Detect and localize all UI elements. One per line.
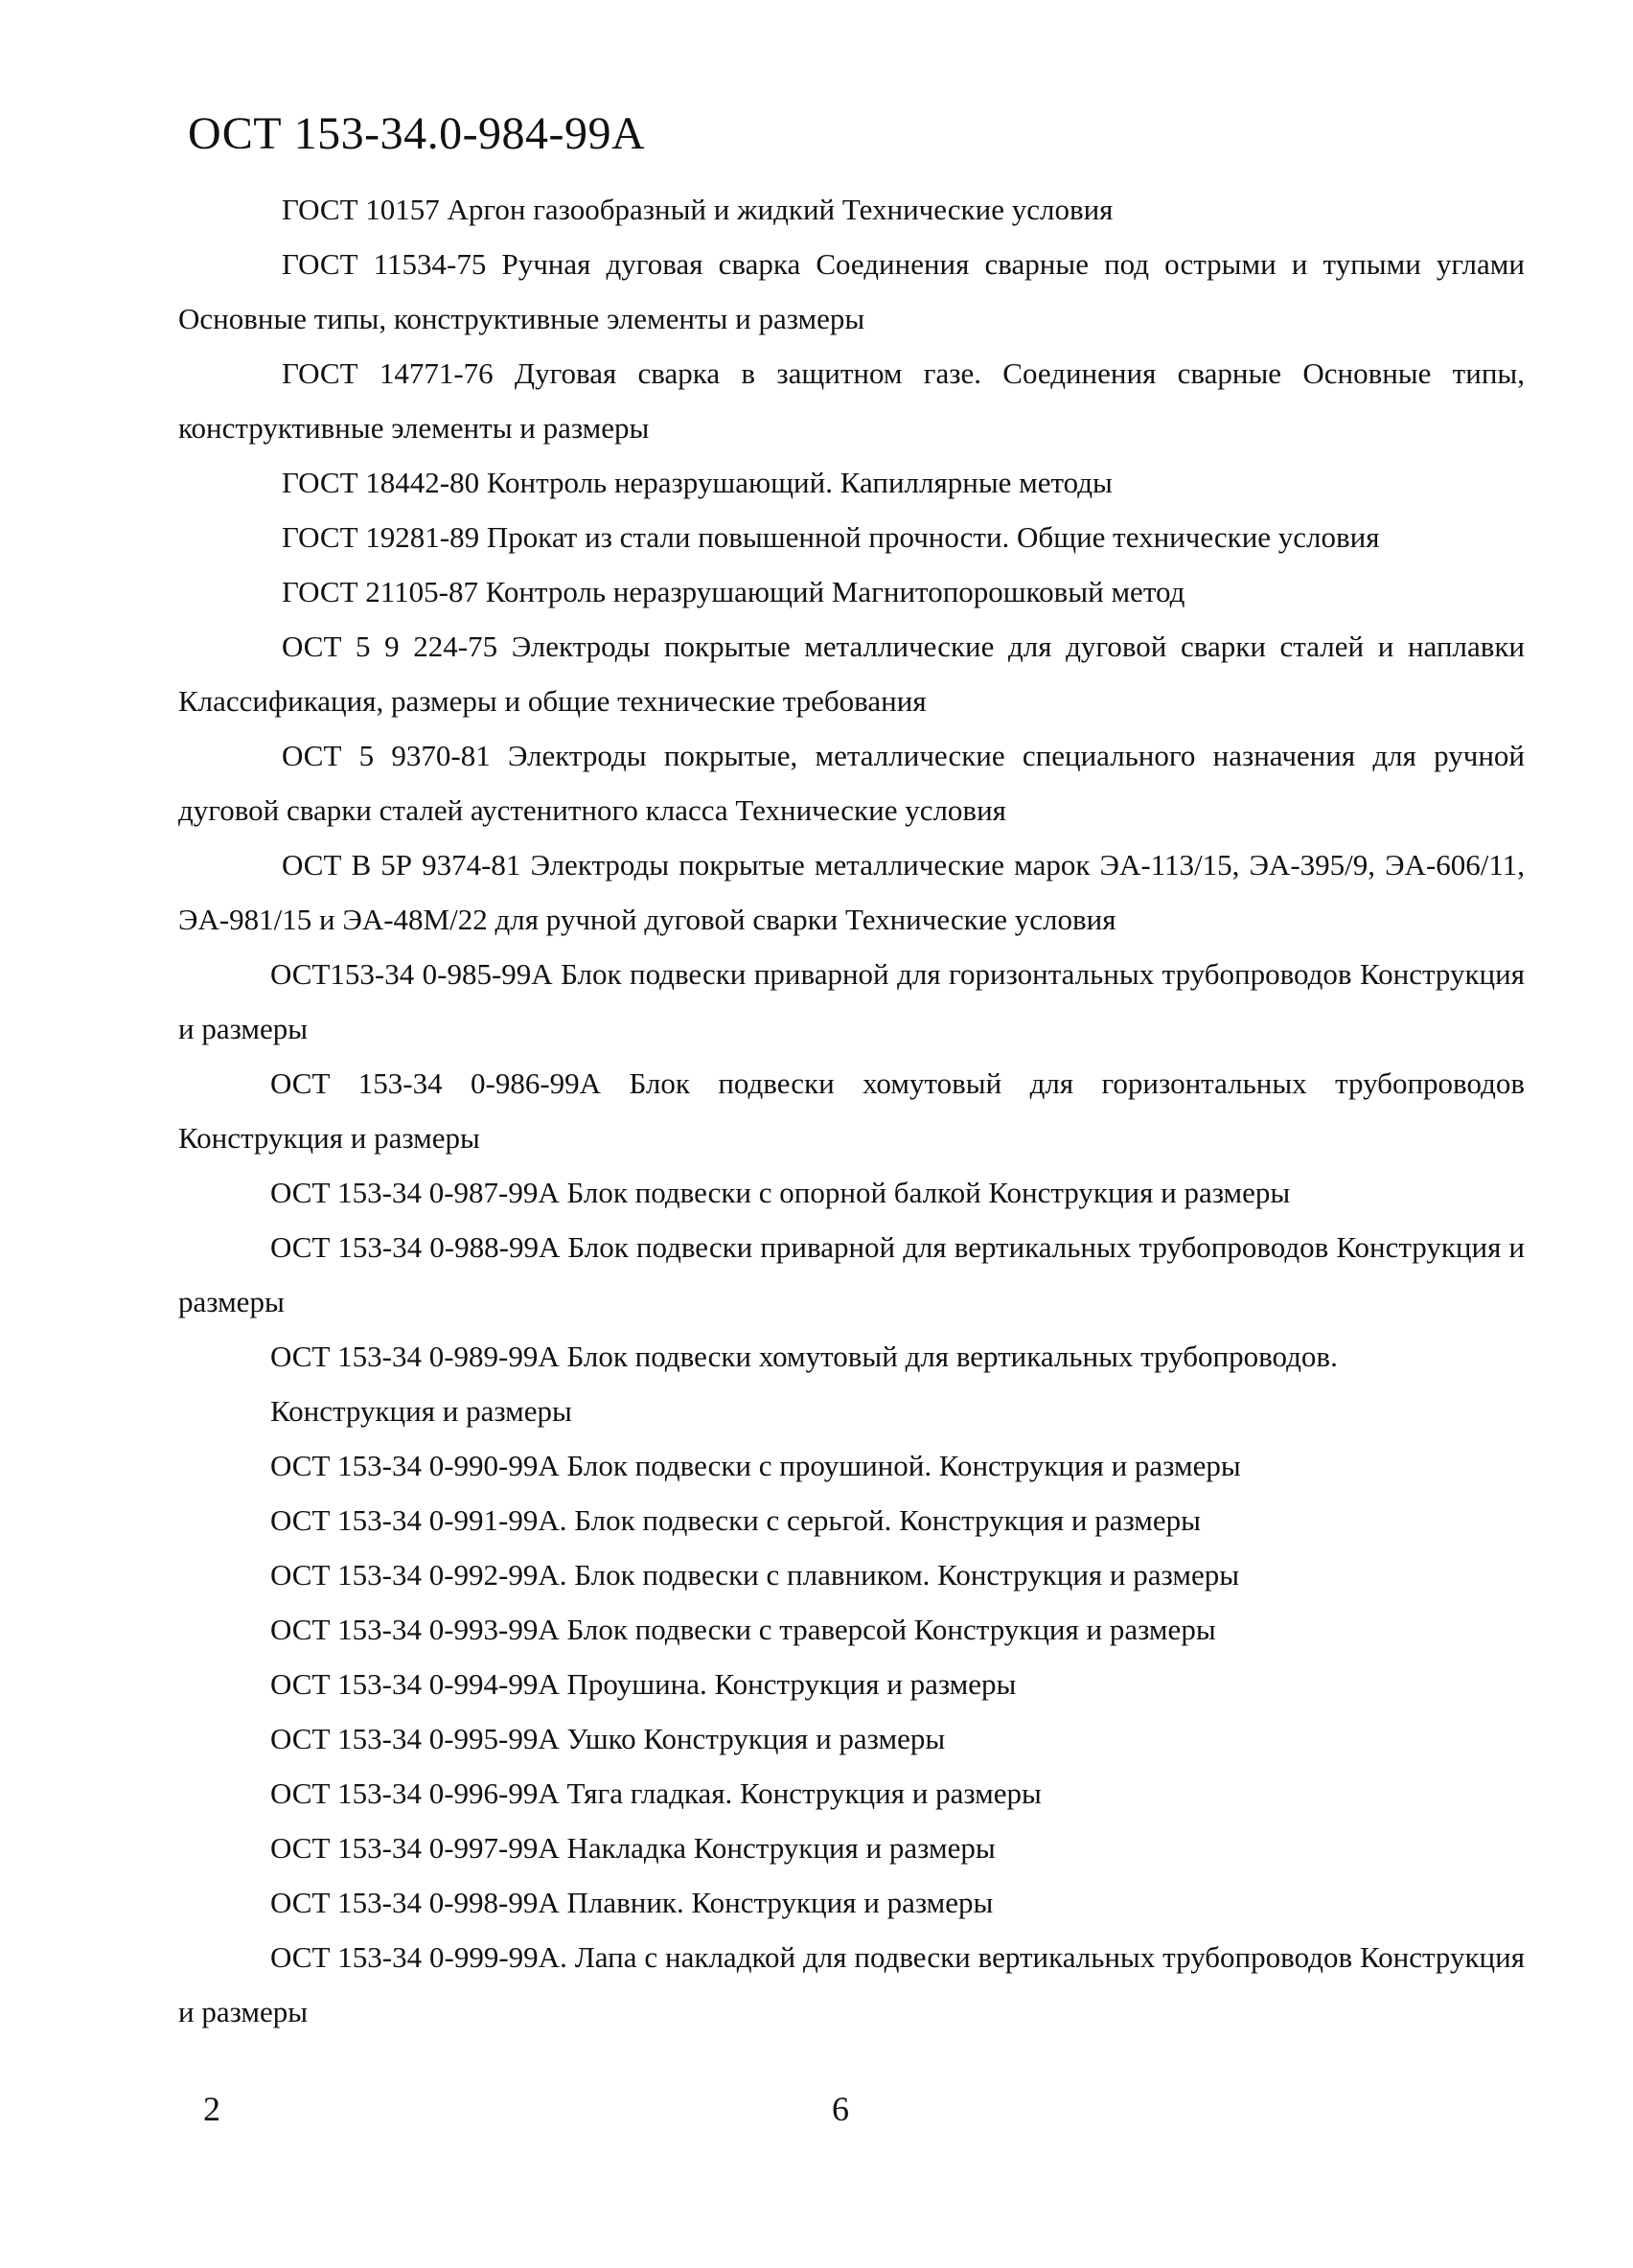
reference-entry: ГОСТ 19281-89 Прокат из стали повышенной прочности. Общие технические условия	[282, 520, 1380, 554]
reference-entry: ОСТ 153-34 0-992-99А. Блок подвески с плавником. Конструкция и размеры	[270, 1558, 1240, 1592]
reference-entry: ОСТ 153-34 0-997-99А Накладка Конструкция и размеры	[270, 1831, 996, 1865]
normative-references-list	[178, 182, 1525, 2039]
page-number: 6	[832, 2090, 849, 2128]
reference-entry: Конструкция и размеры	[270, 1394, 572, 1428]
reference-entry: ОСТ 153-34 0-994-99А Проушина. Конструкция и размеры	[270, 1667, 1017, 1701]
document-designation: ОСТ 153-34.0-984-99А	[188, 108, 646, 159]
reference-entry: ОСТ 153-34 0-998-99А Плавник. Конструкция и размеры	[270, 1886, 994, 1919]
reference-entry: ОСТ 5 9370-81 Электроды покрытые, металлические специального назначения для ручной дуговой сварки сталей аустенитного класса Технические условия	[178, 739, 1525, 827]
reference-entry: ОСТ 153-34 0-991-99А. Блок подвески с серьгой. Конструкция и размеры	[270, 1503, 1201, 1537]
reference-entry: ГОСТ 10157 Аргон газообразный и жидкий Технические условия	[282, 193, 1114, 226]
reference-entry: ГОСТ 21105-87 Контроль неразрушающий Магнитопорошковый метод	[282, 575, 1185, 608]
reference-entry: ОСТ 153-34 0-990-99А Блок подвески с проушиной. Конструкция и размеры	[270, 1449, 1241, 1482]
reference-entry: ОСТ 153-34 0-989-99А Блок подвески хомутовый для вертикальных трубопроводов.	[270, 1340, 1338, 1373]
reference-entry: ОСТ 153-34 0-987-99А Блок подвески с опорной балкой Конструкция и размеры	[270, 1176, 1291, 1209]
reference-entry: ОСТ 153-34 0-995-99А Ушко Конструкция и размеры	[270, 1722, 946, 1755]
reference-entry: ОСТ 153-34 0-999-99А. Лапа с накладкой для подвески вертикальных трубопроводов Конструкция и размеры	[178, 1940, 1525, 2028]
reference-entry: ГОСТ 14771-76 Дуговая сварка в защитном газе. Соединения сварные Основные типы, конструктивные элементы и размеры	[178, 356, 1525, 445]
reference-entry: ОСТ 153-34 0-993-99А Блок подвески с траверсой Конструкция и размеры	[270, 1613, 1216, 1646]
reference-entry: ГОСТ 18442-80 Контроль неразрушающий. Капиллярные методы	[282, 466, 1113, 499]
footer-left-number: 2	[203, 2090, 220, 2128]
reference-entry: ОСТ153-34 0-985-99А Блок подвески приварной для горизонтальных трубопроводов Конструкция и размеры	[178, 957, 1525, 1045]
reference-entry: ОСТ 153-34 0-988-99А Блок подвески приварной для вертикальных трубопроводов Конструкция и размеры	[178, 1230, 1525, 1318]
reference-entry: ОСТ 153-34 0-986-99А Блок подвески хомутовый для горизонтальных трубопроводов Конструкция и размеры	[178, 1066, 1525, 1155]
reference-entry: ГОСТ 11534-75 Ручная дуговая сварка Соединения сварные под острыми и тупыми углами Основные типы, конструктивные элементы и размеры	[178, 247, 1525, 335]
reference-entry: ОСТ 153-34 0-996-99А Тяга гладкая. Конструкция и размеры	[270, 1776, 1042, 1810]
reference-entry: ОСТ 5 9 224-75 Электроды покрытые металлические для дуговой сварки сталей и наплавки Классификация, размеры и общие технические требования	[178, 630, 1525, 718]
reference-entry: ОСТ В 5Р 9374-81 Электроды покрытые металлические марок ЭА-113/15, ЭА-395/9, ЭА-606/11, ЭА-981/15 и ЭА-48М/22 для ручной дуговой сварки Технические условия	[178, 848, 1525, 936]
